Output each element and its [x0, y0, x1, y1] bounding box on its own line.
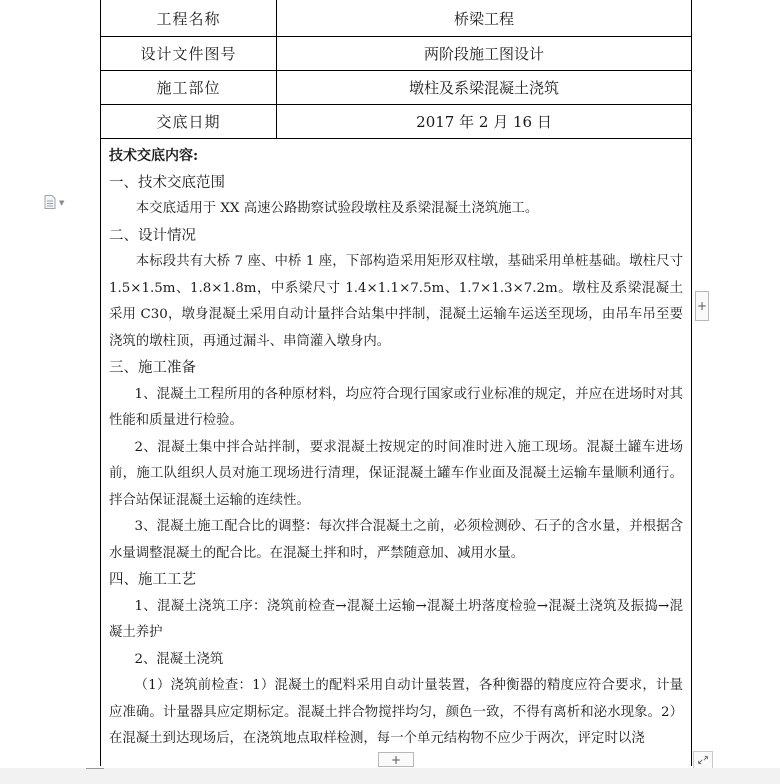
paragraph: 1、混凝土浇筑工序：浇筑前检查→混凝土运输→混凝土坍落度检验→混凝土浇筑及振捣→混凝土养护	[109, 598, 683, 640]
info-label: 设计文件图号	[101, 37, 277, 70]
paragraph: 本交底适用于 XX 高速公路勘察试验段墩柱及系梁混凝土浇筑施工。	[135, 201, 539, 216]
info-row-construction-part	[101, 71, 691, 105]
document-icon[interactable]	[44, 195, 56, 209]
divider	[86, 768, 104, 769]
paragraph: 3、混凝土施工配合比的调整：每次拌合混凝土之前，必须检测砂、石子的含水量，并根据含水量调整混凝土的配合比。在混凝土拌和时，严禁随意加、减用水量。	[109, 519, 683, 561]
add-column-button[interactable]: +	[695, 291, 709, 321]
info-row-date	[101, 105, 691, 139]
section-title: 二、设计情况	[109, 227, 196, 244]
section-title: 一、技术交底范围	[109, 174, 225, 191]
info-label: 交底日期	[101, 105, 277, 138]
info-label: 施工部位	[101, 71, 277, 104]
paragraph: 2、混凝土集中拌合站拌制，要求混凝土按规定的时间准时进入施工现场。混凝土罐车进场前，施工队组织人员对施工现场进行清理，保证混凝土罐车作业面及混凝土运输车量顺利通行。拌合站保证混凝土运输的连续性。	[109, 439, 683, 508]
info-value[interactable]: 墩柱及系梁混凝土浇筑	[408, 79, 559, 97]
paragraph: 本标段共有大桥 7 座、中桥 1 座，下部构造采用矩形双柱墩，基础采用单桩基础。墩柱尺寸 1.5×1.5m、1.8×1.8m，中系梁尺寸 1.4×1.1×7.5m、1.7×1.3×7.2m。墩柱及系梁混凝土采用 C30，墩身混凝土采用自动计量拌合站集中拌制，混凝土运输车运送至现场，由吊车吊至要浇筑的墩柱顶，再通过漏斗、串筒灌入墩身内。	[109, 254, 683, 349]
content-heading: 技术交底内容:	[109, 148, 199, 164]
info-value[interactable]: 桥梁工程	[453, 9, 514, 28]
section-title: 四、施工工艺	[109, 572, 196, 588]
info-row-project-name	[101, 0, 691, 37]
tech-disclosure-table	[100, 0, 692, 766]
info-row-drawing-no	[101, 37, 691, 71]
section-title: 三、施工准备	[109, 360, 196, 376]
paragraph: （1）浇筑前检查：1）混凝土的配料采用自动计量装置，各种衡器的精度应符合要求，计量应准确。计量器具应定期标定。混凝土拌合物搅拌均匀，颜色一致，不得有离析和泌水现象。2）在混凝土到达现场后，在浇筑地点取样检测，每一个单元结构物不应少于两次，评定时以浇	[109, 678, 683, 746]
paragraph: 2、混凝土浇筑	[134, 651, 224, 667]
chevron-down-icon[interactable]: ▼	[59, 199, 65, 207]
disclosure-content[interactable]	[101, 139, 691, 753]
status-bar	[0, 768, 780, 784]
paragraph: 1、混凝土工程所用的各种原材料，均应符合现行国家或行业标准的规定，并应在进场时对其性能和质量进行检验。	[109, 386, 683, 428]
info-value[interactable]: 2017 年 2 月 16 日	[416, 113, 552, 131]
info-value[interactable]: 两阶段施工图设计	[423, 45, 544, 63]
resize-icon[interactable]	[693, 751, 713, 769]
info-label: 工程名称	[101, 0, 277, 36]
add-row-button[interactable]: +	[378, 752, 414, 767]
